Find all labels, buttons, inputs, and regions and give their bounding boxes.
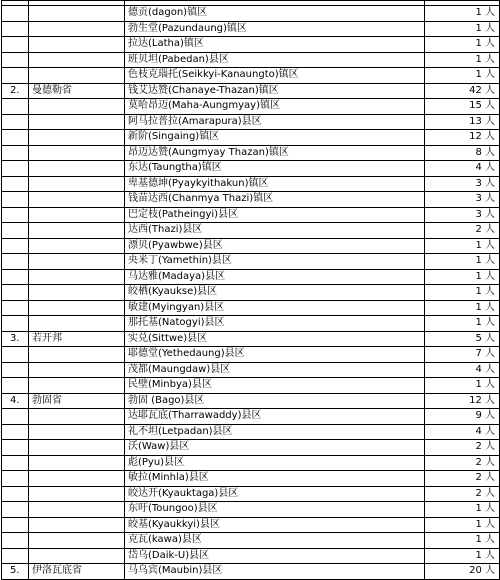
table-row <box>2 362 500 378</box>
person-count: 13 人 <box>425 114 500 130</box>
person-count: 1 人 <box>425 238 500 254</box>
person-count: 1 人 <box>425 269 500 285</box>
row-number <box>2 517 29 533</box>
region-name <box>29 533 125 549</box>
region-name <box>29 6 125 22</box>
district-name: 钱艾达赞(Chanaye-Thazan)镇区 <box>125 83 425 99</box>
district-count-table <box>1 0 500 580</box>
region-name <box>29 409 125 425</box>
region-name <box>29 254 125 270</box>
row-number <box>2 502 29 518</box>
person-count: 5 人 <box>425 331 500 347</box>
table-row <box>2 269 500 285</box>
row-number <box>2 161 29 177</box>
row-number <box>2 21 29 37</box>
district-name: 班贝坦(Pabedan)县区 <box>125 52 425 68</box>
table-row <box>2 207 500 223</box>
person-count: 2 人 <box>425 223 500 239</box>
table-row <box>2 533 500 549</box>
table-row <box>2 440 500 456</box>
district-name: 色枝克瑙托(Seikkyi-Kanaungto)镇区 <box>125 68 425 84</box>
region-name <box>29 424 125 440</box>
row-number <box>2 37 29 53</box>
row-number <box>2 145 29 161</box>
region-name <box>29 207 125 223</box>
table-row <box>2 83 500 99</box>
row-number <box>2 486 29 502</box>
district-name: 克瓦(kawa)县区 <box>125 533 425 549</box>
region-name <box>29 52 125 68</box>
district-name: 达西(Thazi)县区 <box>125 223 425 239</box>
row-number: 2. <box>2 83 29 99</box>
district-name: 马达雅(Madaya)县区 <box>125 269 425 285</box>
district-name: 阿马拉普拉(Amarapura)县区 <box>125 114 425 130</box>
table-row <box>2 393 500 409</box>
row-number <box>2 254 29 270</box>
row-number <box>2 548 29 564</box>
region-name <box>29 99 125 115</box>
person-count: 1 人 <box>425 52 500 68</box>
district-name: 皎栖(Kyaukse)县区 <box>125 285 425 301</box>
table-row <box>2 486 500 502</box>
table-row <box>2 68 500 84</box>
table-body <box>2 1 500 580</box>
person-count: 4 人 <box>425 424 500 440</box>
region-name <box>29 223 125 239</box>
person-count: 4 人 <box>425 362 500 378</box>
row-number <box>2 207 29 223</box>
person-count: 1 人 <box>425 502 500 518</box>
district-name: 敏建(Myingyan)县区 <box>125 300 425 316</box>
district-name: 沃(Waw)县区 <box>125 440 425 456</box>
district-name: 敏拉(Minhla)县区 <box>125 471 425 487</box>
district-name: 耶德堂(Yethedaung)县区 <box>125 347 425 363</box>
district-name: 礼不坦(Letpadan)县区 <box>125 424 425 440</box>
district-name: 皎基(Kyaukkyi)县区 <box>125 517 425 533</box>
person-count: 8 人 <box>425 145 500 161</box>
district-name: 达耶瓦底(Tharrawaddy)县区 <box>125 409 425 425</box>
table-row <box>2 223 500 239</box>
row-number <box>2 300 29 316</box>
row-number <box>2 409 29 425</box>
row-number: 3. <box>2 331 29 347</box>
table-row <box>2 517 500 533</box>
district-name: 茂都(Maungdaw)县区 <box>125 362 425 378</box>
table-row <box>2 502 500 518</box>
person-count: 20 人 <box>425 564 500 580</box>
person-count: 3 人 <box>425 192 500 208</box>
person-count: 1 人 <box>425 548 500 564</box>
person-count: 7 人 <box>425 347 500 363</box>
person-count: 1 人 <box>425 37 500 53</box>
region-name <box>29 238 125 254</box>
region-name <box>29 192 125 208</box>
district-name: 彪(Pyu)县区 <box>125 455 425 471</box>
row-number <box>2 347 29 363</box>
table-row <box>2 378 500 394</box>
district-name: 东达(Taungtha)镇区 <box>125 161 425 177</box>
row-number: 4. <box>2 393 29 409</box>
row-number <box>2 176 29 192</box>
person-count: 2 人 <box>425 440 500 456</box>
table-row <box>2 37 500 53</box>
region-name <box>29 440 125 456</box>
region-name <box>29 362 125 378</box>
table-row <box>2 424 500 440</box>
region-name <box>29 486 125 502</box>
row-number <box>2 378 29 394</box>
row-number: 5. <box>2 564 29 580</box>
person-count: 1 人 <box>425 533 500 549</box>
district-name: 勃生堂(Pazundaung)镇区 <box>125 21 425 37</box>
district-name: 巴定枝(Patheingyi)县区 <box>125 207 425 223</box>
person-count: 1 人 <box>425 285 500 301</box>
district-name: 勃固 (Bago)县区 <box>125 393 425 409</box>
person-count: 9 人 <box>425 409 500 425</box>
table-row <box>2 548 500 564</box>
region-name <box>29 145 125 161</box>
district-name: 漂贝(Pyawbwe)县区 <box>125 238 425 254</box>
district-name: 莫哈昂迈(Maha-Aungmyay)镇区 <box>125 99 425 115</box>
table-row <box>2 99 500 115</box>
region-name <box>29 176 125 192</box>
row-number <box>2 52 29 68</box>
region-name <box>29 68 125 84</box>
person-count: 1 人 <box>425 68 500 84</box>
table-row <box>2 564 500 580</box>
row-number <box>2 238 29 254</box>
person-count: 4 人 <box>425 161 500 177</box>
person-count: 1 人 <box>425 254 500 270</box>
table-row <box>2 471 500 487</box>
district-name: 民壁(Minbya)县区 <box>125 378 425 394</box>
person-count: 1 人 <box>425 378 500 394</box>
row-number <box>2 362 29 378</box>
row-number <box>2 455 29 471</box>
row-number <box>2 223 29 239</box>
table-row <box>2 347 500 363</box>
table-row <box>2 192 500 208</box>
row-number <box>2 68 29 84</box>
district-name: 那托基(Natogyi)县区 <box>125 316 425 332</box>
table-row <box>2 455 500 471</box>
region-name <box>29 548 125 564</box>
table-row <box>2 316 500 332</box>
person-count: 1 人 <box>425 517 500 533</box>
table-row <box>2 52 500 68</box>
row-number <box>2 533 29 549</box>
table-row <box>2 21 500 37</box>
row-number <box>2 424 29 440</box>
person-count: 1 人 <box>425 21 500 37</box>
table-row <box>2 161 500 177</box>
region-name <box>29 37 125 53</box>
region-name <box>29 269 125 285</box>
table-row <box>2 238 500 254</box>
person-count: 2 人 <box>425 471 500 487</box>
person-count: 3 人 <box>425 176 500 192</box>
person-count: 1 人 <box>425 316 500 332</box>
table-row <box>2 6 500 22</box>
region-name <box>29 471 125 487</box>
row-number <box>2 269 29 285</box>
region-name: 曼德勒省 <box>29 83 125 99</box>
district-name: 德贡(dagon)镇区 <box>125 6 425 22</box>
person-count: 2 人 <box>425 486 500 502</box>
region-name <box>29 21 125 37</box>
row-number <box>2 99 29 115</box>
district-name: 昂迈达赞(Aungmyay Thazan)镇区 <box>125 145 425 161</box>
person-count: 12 人 <box>425 393 500 409</box>
region-name <box>29 285 125 301</box>
table-row <box>2 300 500 316</box>
district-name: 皎达开(Kyauktaga)县区 <box>125 486 425 502</box>
region-name <box>29 502 125 518</box>
district-name: 东吁(Toungoo)县区 <box>125 502 425 518</box>
person-count: 15 人 <box>425 99 500 115</box>
district-name: 新阶(Singaing)镇区 <box>125 130 425 146</box>
district-name: 卑基德坤(Pyaykyithakun)镇区 <box>125 176 425 192</box>
region-name: 勃固省 <box>29 393 125 409</box>
person-count: 1 人 <box>425 300 500 316</box>
region-name: 伊洛瓦底省 <box>29 564 125 580</box>
district-name: 岱乌(Daik-U)县区 <box>125 548 425 564</box>
row-number <box>2 114 29 130</box>
district-name: 拉达(Latha)镇区 <box>125 37 425 53</box>
table-row <box>2 114 500 130</box>
district-name: 央米丁(Yamethin)县区 <box>125 254 425 270</box>
region-name <box>29 130 125 146</box>
row-number <box>2 316 29 332</box>
district-name: 实兑(Sittwe)县区 <box>125 331 425 347</box>
region-name <box>29 114 125 130</box>
person-count: 12 人 <box>425 130 500 146</box>
row-number <box>2 6 29 22</box>
region-name <box>29 347 125 363</box>
region-name <box>29 316 125 332</box>
person-count: 3 人 <box>425 207 500 223</box>
person-count: 2 人 <box>425 455 500 471</box>
region-name: 若开邦 <box>29 331 125 347</box>
person-count: 42 人 <box>425 83 500 99</box>
row-number <box>2 285 29 301</box>
region-name <box>29 300 125 316</box>
district-name: 钱苗达西(Chanmya Thazi)镇区 <box>125 192 425 208</box>
district-name: 马乌宾(Maubin)县区 <box>125 564 425 580</box>
table-row <box>2 130 500 146</box>
region-name <box>29 517 125 533</box>
row-number <box>2 130 29 146</box>
table-row <box>2 409 500 425</box>
table-row <box>2 331 500 347</box>
table-row <box>2 285 500 301</box>
row-number <box>2 440 29 456</box>
row-number <box>2 192 29 208</box>
region-name <box>29 455 125 471</box>
table-row <box>2 145 500 161</box>
region-name <box>29 161 125 177</box>
region-name <box>29 378 125 394</box>
table-row <box>2 254 500 270</box>
row-number <box>2 471 29 487</box>
table-row <box>2 176 500 192</box>
person-count: 1 人 <box>425 6 500 22</box>
